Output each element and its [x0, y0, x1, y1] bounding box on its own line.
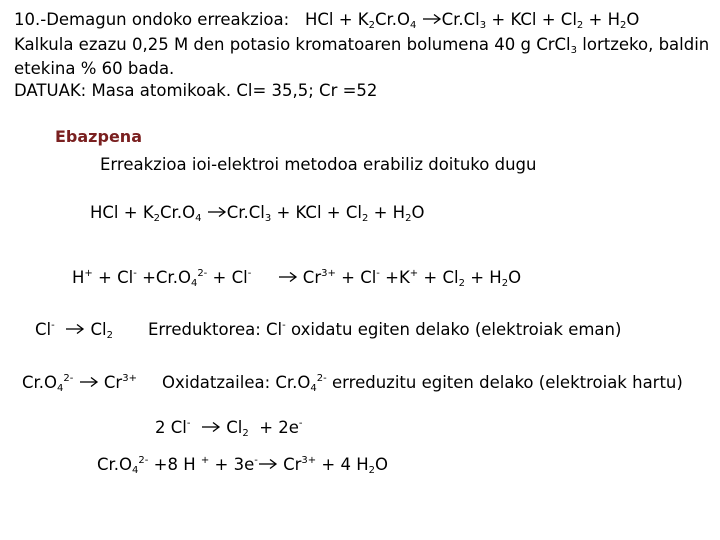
- reductor-text-suffix: oxidatu egiten delako (elektroiak eman): [285, 320, 622, 339]
- oxidant-text-suffix: erreduzitu egiten delako (elektroiak hartu): [326, 373, 683, 392]
- problem-line-1: 10.-Demagun ondoko erreakzioa: HCl + $K_2Cr.O_4$ $Cr.Cl_3$ + KCl + $Cl_2 + H_2O$: [14, 10, 640, 31]
- problem-line-2-text: Kalkula ezazu 0,25 M den potasio kromatoaren bolumena 40 g CrCl: [14, 35, 571, 54]
- problem-line-2-sub: 3: [570, 45, 578, 56]
- reductor-explanation: [148, 320, 621, 340]
- problem-line-2: [14, 35, 709, 55]
- reductor-text: Erreduktorea: Cl: [148, 320, 283, 339]
- oxidant-text-sub: 4: [310, 383, 317, 394]
- right-arrow-icon: [201, 421, 221, 433]
- balanced-reduction: $Cr.O_4^{2-} +8$ H + + 3e- $Cr^{3+} + 4$ $H_2O$: [97, 455, 388, 476]
- oxidation-half: Cl- $Cl_2$: [35, 320, 113, 341]
- right-arrow-icon: [65, 323, 85, 335]
- problem-line-3: etekina % 60 bada.: [14, 59, 175, 78]
- right-arrow-icon: [207, 206, 227, 218]
- oxidant-explanation: [162, 373, 683, 393]
- ionic-equation: $H^+ + Cl^- +Cr.O_4^{2-} + Cl^-$ $Cr^{3+} + Cl^- +K^+ + Cl_2 + H_2O$: [72, 268, 522, 289]
- right-arrow-icon: [258, 458, 278, 470]
- oxidant-text-sup: 2-: [316, 373, 327, 384]
- problem-line-2-suffix: lortzeko, baldin: [577, 35, 710, 54]
- molecular-equation: HCl + $K_2Cr.O_4$ $Cr.Cl_3$ + KCl + $Cl_2 + H_2O$: [90, 203, 425, 224]
- solution-heading: Ebazpena: [55, 127, 142, 146]
- reduction-half: $Cr.O_4^{2-}$ $Cr^{3+}$: [22, 373, 137, 394]
- problem-line-4: DATUAK: Masa atomikoak. Cl= 35,5; Cr =52: [14, 81, 378, 100]
- right-arrow-icon: [79, 376, 99, 388]
- problem-prefix: 10.-Demagun ondoko erreakzioa:: [14, 10, 290, 29]
- solution-intro: Erreakzioa ioi-elektroi metodoa erabiliz doituko dugu: [100, 155, 537, 174]
- right-arrow-icon: [422, 13, 442, 25]
- balanced-oxidation: 2 Cl- $Cl_2 + 2e^-$: [155, 418, 303, 439]
- reductor-text-sup: -: [282, 320, 286, 331]
- right-arrow-icon: [278, 271, 298, 283]
- oxidant-text: Oxidatzailea: Cr.O: [162, 373, 311, 392]
